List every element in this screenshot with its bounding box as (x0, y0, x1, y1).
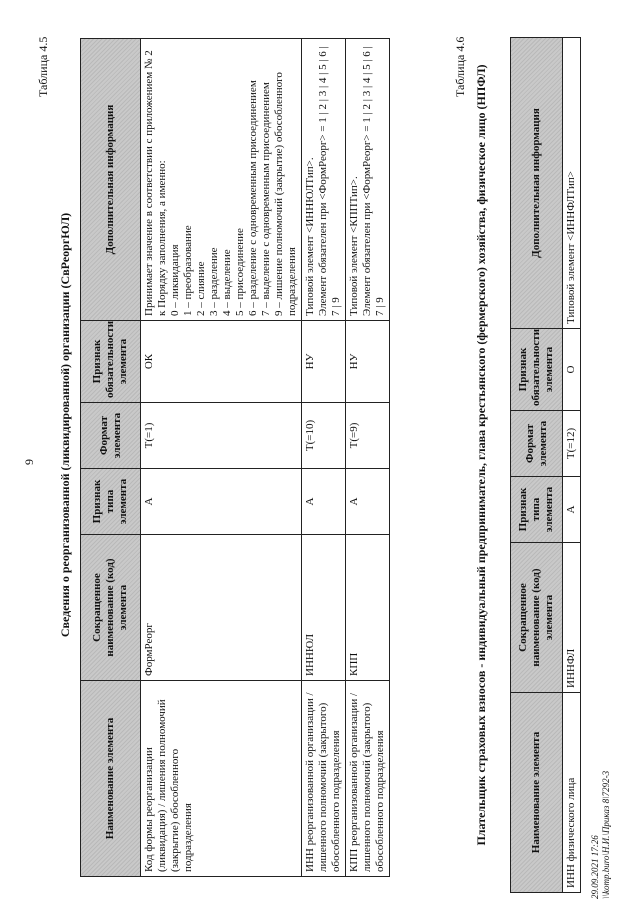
element-info: Типовой элемент <ИННФЛТип> (563, 38, 581, 329)
table-title: Плательщик страховых взносов - индивидуальный предприниматель, глава крестьянского (фермерского) хозяйства, физическое лицо (НПФЛ) (474, 64, 488, 846)
column-header: Наименование элемента (511, 693, 563, 893)
element-format: T(=9) (346, 403, 390, 469)
element-required: ОК (141, 321, 302, 403)
option-item: 5 – присоединение (234, 228, 246, 316)
column-header: Сокращенное наименование (код) элемента (81, 535, 141, 681)
column-header: Формат элемента (511, 411, 563, 477)
element-name: ИНН физического лица (563, 693, 581, 893)
element-format: T(=12) (563, 411, 581, 477)
table-row (563, 38, 581, 893)
element-name: ИНН реорганизованной организации / лишенного полномочий (закрытого) обособленного подразделения (302, 681, 346, 877)
option-item: 7 – выделение с одновременным присоединением (260, 82, 272, 316)
element-name: Код формы реорганизации (ликвидация) / лишения полномочий (закрытие) обособленного подразделения (141, 681, 302, 877)
column-header: Признак обязательности элемента (81, 321, 141, 403)
column-header: Признак обязательности элемента (511, 329, 563, 411)
footer-date: 29.09.2021 17:26 (590, 835, 600, 899)
element-code: КПП (346, 535, 390, 681)
element-required: НУ (346, 321, 390, 403)
element-info (302, 39, 346, 321)
option-item: 0 – ликвидация (169, 244, 181, 316)
element-info (346, 39, 390, 321)
element-code: ИННЮЛ (302, 535, 346, 681)
element-code: ФормРеорг (141, 535, 302, 681)
element-format: T(=1) (141, 403, 302, 469)
element-code: ИННФЛ (563, 543, 581, 693)
payer-table (510, 37, 581, 893)
option-item: 1 – преобразование (182, 225, 194, 316)
element-info (141, 39, 302, 321)
element-required: НУ (302, 321, 346, 403)
table-title: Сведения о реорганизованной (ликвидированной) организации (СвРеоргЮЛ) (58, 212, 72, 638)
option-item: 4 – выделение (221, 249, 233, 316)
column-header: Формат элемента (81, 403, 141, 469)
column-header: Признак типа элемента (81, 469, 141, 535)
info-type-line: Типовой элемент <КППТип>. (348, 176, 360, 316)
info-condition-line: Элемент обязателен при <ФормРеорг> = 1 | 2 | 3 | 4 | 5 | 6 | 7 | 9 (361, 46, 386, 316)
table-row (141, 39, 302, 877)
column-header: Дополнительная информация (81, 39, 141, 321)
info-type-line: Типовой элемент <ИННЮЛТип>. (304, 157, 316, 316)
option-item: 2 – слияние (195, 261, 207, 316)
option-item: 9 – лишение полномочий (закрытие) обособленного подразделения (273, 72, 298, 316)
reorg-table (80, 38, 390, 877)
footer-stamp (590, 771, 612, 899)
page-number: 9 (22, 459, 36, 465)
info-intro: Принимает значение в соответствии с приложением № 2 к Порядку заполнения, а именно: (143, 50, 168, 316)
option-item: 6 – разделение с одновременным присоединением (247, 80, 259, 316)
column-header: Признак типа элемента (511, 477, 563, 543)
column-header: Дополнительная информация (511, 38, 563, 329)
element-type: А (563, 477, 581, 543)
info-condition-line: Элемент обязателен при <ФормРеорг> = 1 | 2 | 3 | 4 | 5 | 6 | 7 | 9 (317, 46, 342, 316)
element-type: А (141, 469, 302, 535)
table-row (346, 39, 390, 877)
column-header: Сокращенное наименование (код) элемента (511, 543, 563, 693)
column-header: Наименование элемента (81, 681, 141, 877)
footer-path: \\komp.buro\Н.И.\Приказ 8\7292-3 (601, 770, 611, 899)
option-item: 3 – разделение (208, 247, 220, 316)
table-number: Таблица 4.5 (36, 36, 50, 97)
element-type: А (346, 469, 390, 535)
table-row (302, 39, 346, 877)
element-required: О (563, 329, 581, 411)
element-format: T(=10) (302, 403, 346, 469)
table-number: Таблица 4.6 (453, 36, 467, 97)
element-name: КПП реорганизованной организации / лишенного полномочий (закрытого) обособленного подразделения (346, 681, 390, 877)
element-type: А (302, 469, 346, 535)
